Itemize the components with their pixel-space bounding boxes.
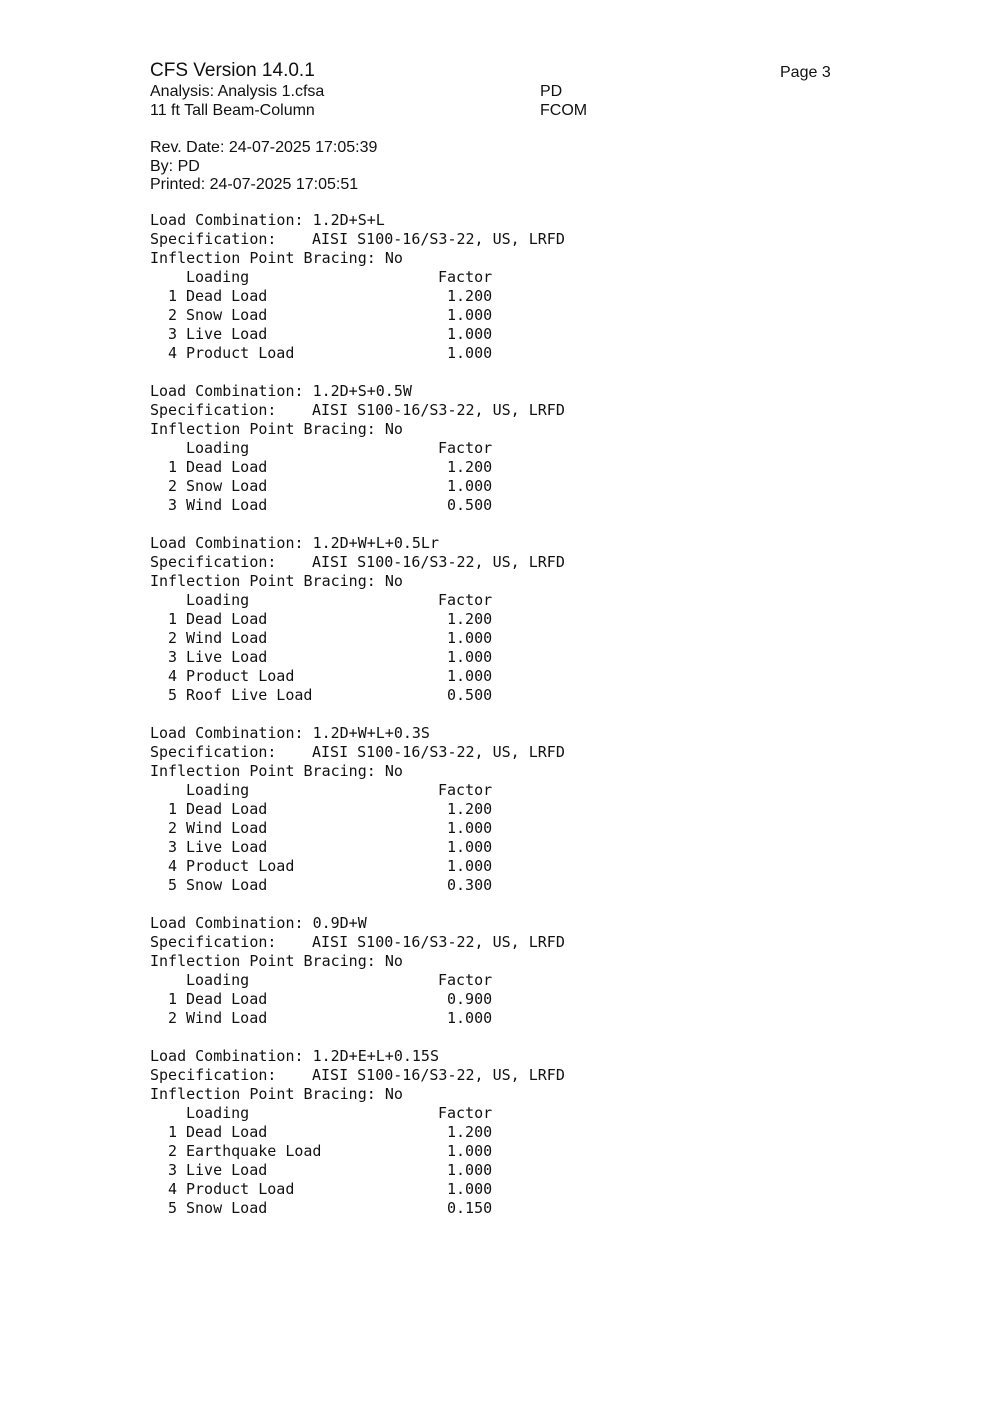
loading-column-header: Loading (186, 971, 250, 989)
load-combination-name: 1.2D+S+0.5W (312, 382, 412, 400)
load-combination-label: Load Combination: (150, 914, 304, 932)
load-factor: 0.300 (447, 876, 493, 894)
load-row (150, 1142, 565, 1161)
load-combination-name: 1.2D+W+L+0.3S (312, 724, 430, 742)
load-name: Snow Load (186, 306, 268, 324)
load-factor: 1.000 (447, 1009, 493, 1027)
load-factor: 1.000 (447, 306, 493, 324)
load-factor: 1.200 (447, 287, 493, 305)
loading-column-header: Loading (186, 591, 250, 609)
load-name: Product Load (186, 857, 295, 875)
load-factor: 0.150 (447, 1199, 493, 1217)
load-index: 2 (167, 819, 177, 837)
specification-value: AISI S100-16/S3-22, US, LRFD (312, 553, 565, 571)
load-index: 5 (167, 1199, 177, 1217)
load-name: Live Load (186, 1161, 268, 1179)
load-factor: 1.200 (447, 458, 493, 476)
load-name: Wind Load (186, 819, 268, 837)
load-combination-label: Load Combination: (150, 1047, 304, 1065)
factor-column-header: Factor (438, 971, 493, 989)
load-index: 1 (167, 1123, 177, 1141)
page-number: Page 3 (780, 64, 831, 81)
load-row (150, 1161, 565, 1180)
load-index: 1 (167, 287, 177, 305)
load-name: Live Load (186, 325, 268, 343)
load-index: 2 (167, 306, 177, 324)
load-index: 1 (167, 800, 177, 818)
load-row (150, 325, 565, 344)
program-version: CFS Version 14.0.1 (150, 60, 315, 81)
company-code: FCOM (540, 102, 588, 119)
load-factor: 1.000 (447, 838, 493, 856)
load-row (150, 1180, 565, 1199)
inflection-bracing-label: Inflection Point Bracing: (150, 572, 376, 590)
load-row (150, 1009, 565, 1028)
load-name: Product Load (186, 344, 295, 362)
load-index: 2 (167, 1142, 177, 1160)
load-name: Dead Load (186, 1123, 268, 1141)
load-factor: 1.000 (447, 629, 493, 647)
load-row (150, 477, 565, 496)
load-factor: 1.000 (447, 325, 493, 343)
load-factor: 1.000 (447, 857, 493, 875)
author: By: PD (150, 158, 200, 175)
load-index: 4 (167, 857, 177, 875)
factor-column-header: Factor (438, 439, 493, 457)
load-factor: 0.900 (447, 990, 493, 1008)
load-combination-name: 0.9D+W (312, 914, 367, 932)
load-name: Snow Load (186, 876, 268, 894)
load-factor: 1.000 (447, 819, 493, 837)
factor-column-header: Factor (438, 781, 493, 799)
inflection-bracing-label: Inflection Point Bracing: (150, 952, 376, 970)
load-combination-name: 1.2D+S+L (312, 211, 385, 229)
load-name: Live Load (186, 838, 268, 856)
load-row (150, 648, 565, 667)
factor-column-header: Factor (438, 1104, 493, 1122)
load-name: Dead Load (186, 990, 268, 1008)
load-name: Snow Load (186, 477, 268, 495)
load-name: Wind Load (186, 1009, 268, 1027)
inflection-bracing-value: No (384, 952, 403, 970)
load-index: 3 (167, 838, 177, 856)
inflection-bracing-label: Inflection Point Bracing: (150, 762, 376, 780)
load-name: Live Load (186, 648, 268, 666)
load-combination-label: Load Combination: (150, 211, 304, 229)
load-name: Snow Load (186, 1199, 268, 1217)
load-row (150, 990, 565, 1009)
load-combination-block (150, 1047, 565, 1218)
specification-value: AISI S100-16/S3-22, US, LRFD (312, 933, 565, 951)
load-index: 5 (167, 686, 177, 704)
loading-column-header: Loading (186, 781, 250, 799)
load-index: 1 (167, 610, 177, 628)
load-combination-label: Load Combination: (150, 724, 304, 742)
load-row (150, 1199, 565, 1218)
load-factor: 0.500 (447, 496, 493, 514)
load-name: Wind Load (186, 496, 268, 514)
load-row (150, 838, 565, 857)
inflection-bracing-value: No (384, 762, 403, 780)
load-name: Dead Load (186, 610, 268, 628)
load-name: Product Load (186, 667, 295, 685)
load-index: 2 (167, 629, 177, 647)
load-row (150, 610, 565, 629)
load-factor: 0.500 (447, 686, 493, 704)
inflection-bracing-value: No (384, 572, 403, 590)
load-combination-label: Load Combination: (150, 534, 304, 552)
load-index: 2 (167, 1009, 177, 1027)
load-row (150, 1123, 565, 1142)
load-row (150, 344, 565, 363)
load-index: 3 (167, 648, 177, 666)
inflection-bracing-value: No (384, 420, 403, 438)
load-index: 1 (167, 458, 177, 476)
load-factor: 1.200 (447, 800, 493, 818)
load-index: 5 (167, 876, 177, 894)
factor-column-header: Factor (438, 268, 493, 286)
load-name: Roof Live Load (186, 686, 313, 704)
load-row (150, 819, 565, 838)
load-factor: 1.000 (447, 1142, 493, 1160)
load-row (150, 686, 565, 705)
specification-value: AISI S100-16/S3-22, US, LRFD (312, 401, 565, 419)
load-name: Dead Load (186, 800, 268, 818)
load-name: Product Load (186, 1180, 295, 1198)
load-index: 4 (167, 344, 177, 362)
load-factor: 1.200 (447, 610, 493, 628)
specification-label: Specification: (150, 1066, 277, 1084)
analysis-file: Analysis: Analysis 1.cfsa (150, 83, 325, 100)
inflection-bracing-value: No (384, 1085, 403, 1103)
author-initials: PD (540, 83, 563, 100)
load-name: Wind Load (186, 629, 268, 647)
load-combination-name: 1.2D+W+L+0.5Lr (312, 534, 439, 552)
load-combinations-list (150, 211, 565, 1218)
load-row (150, 857, 565, 876)
load-row (150, 876, 565, 895)
load-row (150, 800, 565, 819)
specification-label: Specification: (150, 743, 277, 761)
model-description: 11 ft Tall Beam-Column (150, 102, 315, 119)
revision-date: Rev. Date: 24-07-2025 17:05:39 (150, 139, 378, 156)
inflection-bracing-label: Inflection Point Bracing: (150, 249, 376, 267)
load-row (150, 667, 565, 686)
load-index: 3 (167, 496, 177, 514)
load-row (150, 629, 565, 648)
load-factor: 1.000 (447, 344, 493, 362)
loading-column-header: Loading (186, 439, 250, 457)
load-row (150, 496, 565, 515)
load-factor: 1.000 (447, 667, 493, 685)
load-combination-block (150, 382, 565, 534)
load-factor: 1.000 (447, 648, 493, 666)
load-index: 2 (167, 477, 177, 495)
specification-value: AISI S100-16/S3-22, US, LRFD (312, 230, 565, 248)
load-name: Dead Load (186, 287, 268, 305)
specification-value: AISI S100-16/S3-22, US, LRFD (312, 1066, 565, 1084)
inflection-bracing-label: Inflection Point Bracing: (150, 1085, 376, 1103)
load-name: Earthquake Load (186, 1142, 322, 1160)
load-index: 3 (167, 1161, 177, 1179)
specification-label: Specification: (150, 230, 277, 248)
load-factor: 1.000 (447, 1180, 493, 1198)
load-combination-block (150, 724, 565, 914)
load-factor: 1.000 (447, 477, 493, 495)
load-combination-block (150, 914, 565, 1047)
loading-column-header: Loading (186, 268, 250, 286)
load-index: 3 (167, 325, 177, 343)
printed-date: Printed: 24-07-2025 17:05:51 (150, 176, 359, 193)
specification-label: Specification: (150, 401, 277, 419)
load-combination-block (150, 534, 565, 724)
load-combination-name: 1.2D+E+L+0.15S (312, 1047, 439, 1065)
specification-label: Specification: (150, 933, 277, 951)
specification-value: AISI S100-16/S3-22, US, LRFD (312, 743, 565, 761)
load-row (150, 458, 565, 477)
specification-label: Specification: (150, 553, 277, 571)
load-row (150, 306, 565, 325)
load-index: 1 (167, 990, 177, 1008)
load-name: Dead Load (186, 458, 268, 476)
load-combination-block (150, 211, 565, 382)
load-factor: 1.000 (447, 1161, 493, 1179)
factor-column-header: Factor (438, 591, 493, 609)
load-combination-label: Load Combination: (150, 382, 304, 400)
load-index: 4 (167, 667, 177, 685)
inflection-bracing-label: Inflection Point Bracing: (150, 420, 376, 438)
loading-column-header: Loading (186, 1104, 250, 1122)
load-factor: 1.200 (447, 1123, 493, 1141)
inflection-bracing-value: No (384, 249, 403, 267)
load-index: 4 (167, 1180, 177, 1198)
load-row (150, 287, 565, 306)
